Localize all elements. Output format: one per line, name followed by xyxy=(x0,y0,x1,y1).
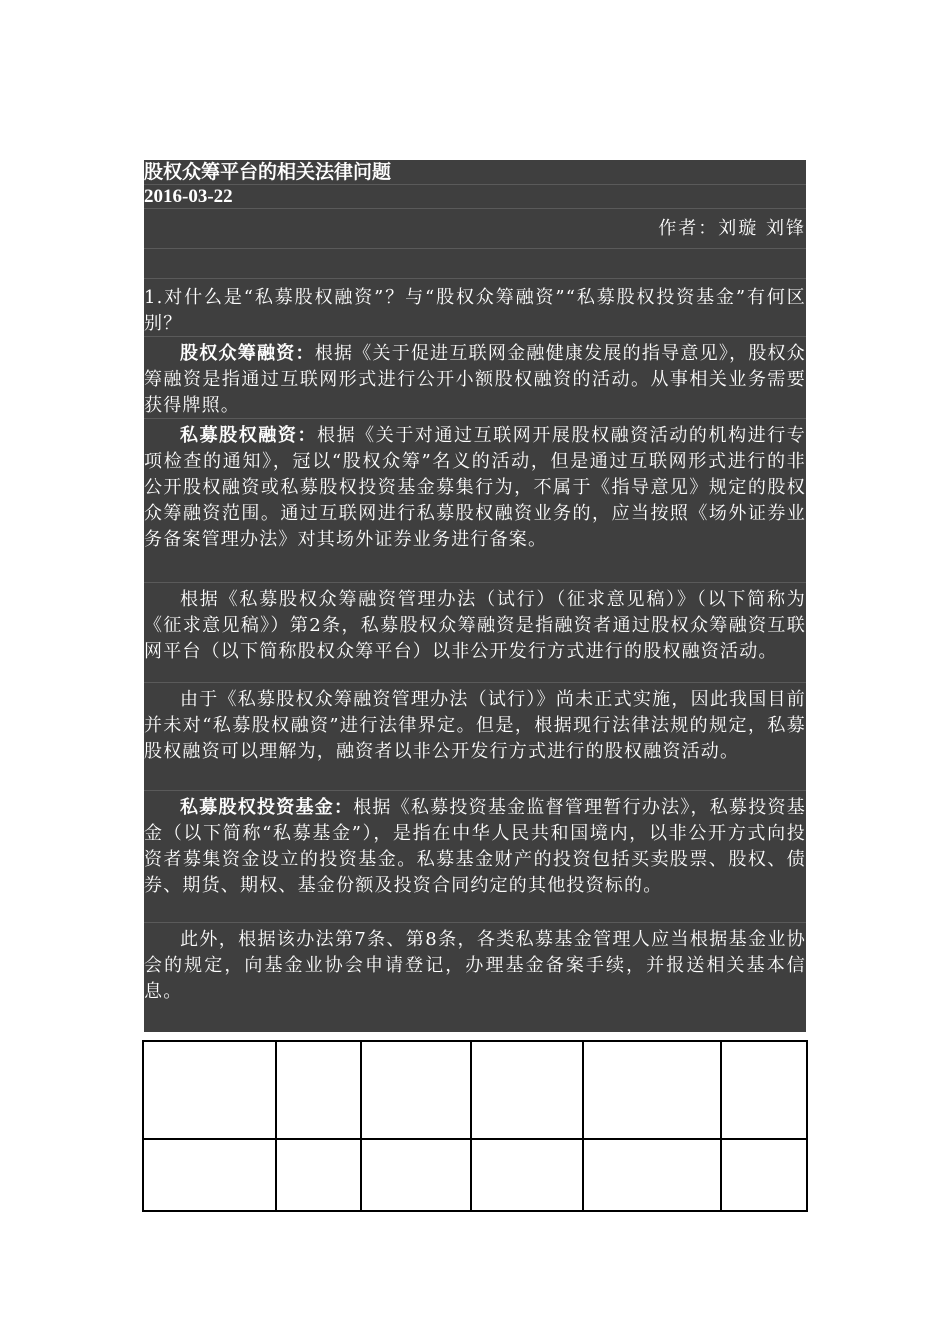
paragraph-lead: 股权众筹融资： xyxy=(180,343,315,364)
table-cell xyxy=(143,1041,276,1139)
paragraph-text: 此外，根据该办法第7条、第8条，各类私募基金管理人应当根据基金业协会的规定，向基金业协会申请登记，办理基金备案手续，并报送相关基本信息。 xyxy=(144,929,806,1002)
table-cell xyxy=(583,1041,722,1139)
empty-table xyxy=(142,1040,808,1212)
paragraph-text: 根据《私募投资基金监督管理暂行办法》，私募投资基金（以下简称“私募基金”），是指在中华人民共和国境内，以非公开方式向投资者募集资金设立的投资基金。私募基金财产的投资包括买卖股票、股权、债券、期货、期权、基金份额及投资合同约定的其他投资标的。 xyxy=(144,797,806,896)
paragraph-text: 根据《关于对通过互联网开展股权融资活动的机构进行专项检查的通知》，冠以“股权众筹”名义的活动，但是通过互联网形式进行的非公开股权融资或私募股权投资基金募集行为，不属于《指导意见》规定的股权众筹融资范围。通过互联网进行私募股权融资业务的，应当按照《场外证券业务备案管理办法》对其场外证券业务进行备案。 xyxy=(144,425,807,550)
table-cell xyxy=(276,1139,362,1211)
paragraph-lead: 私募股权投资基金： xyxy=(180,797,354,818)
table-cell xyxy=(143,1139,276,1211)
table-cell xyxy=(721,1139,807,1211)
table-cell xyxy=(361,1041,471,1139)
paragraph-draft-rules xyxy=(144,582,806,682)
table-row xyxy=(143,1041,807,1139)
table-cell xyxy=(361,1139,471,1211)
question: 1.对什么是“私募股权融资”？与“股权众筹融资”“私募股权投资基金”有何区别？ xyxy=(144,278,806,336)
paragraph-text: 根据《关于促进互联网金融健康发展的指导意见》，股权众筹融资是指通过互联网形式进行公开小额股权融资的活动。从事相关业务需要获得牌照。 xyxy=(144,343,807,416)
table-cell xyxy=(721,1041,807,1139)
table-cell xyxy=(471,1139,583,1211)
table-row xyxy=(143,1139,807,1211)
paragraph-text: 由于《私募股权众筹融资管理办法（试行）》尚未正式实施，因此我国目前并未对“私募股权融资”进行法律界定。但是，根据现行法律法规的规定，私募股权融资可以理解为，融资者以非公开发行方式进行的股权融资活动。 xyxy=(144,689,806,762)
blank-row xyxy=(144,248,806,278)
article-author: 作者：刘璇 刘锋 xyxy=(144,208,806,248)
table-cell xyxy=(471,1041,583,1139)
table-cell xyxy=(583,1139,722,1211)
paragraph-legal-definition xyxy=(144,682,806,790)
paragraph-equity-crowdfunding xyxy=(144,336,806,418)
article-date: 2016-03-22 xyxy=(144,184,806,208)
table-cell xyxy=(276,1041,362,1139)
paragraph-registration xyxy=(144,922,806,1032)
paragraph-private-equity-financing xyxy=(144,418,806,582)
paragraph-lead: 私募股权融资： xyxy=(180,425,318,446)
article-panel xyxy=(144,160,806,1032)
article-title: 股权众筹平台的相关法律问题 xyxy=(144,161,392,183)
paragraph-private-equity-fund xyxy=(144,790,806,922)
paragraph-text: 根据《私募股权众筹融资管理办法（试行）（征求意见稿）》（以下简称为《征求意见稿》）第2条，私募股权众筹融资是指融资者通过股权众筹融资互联网平台（以下简称股权众筹平台）以非公开发行方式进行的股权融资活动。 xyxy=(144,589,806,662)
